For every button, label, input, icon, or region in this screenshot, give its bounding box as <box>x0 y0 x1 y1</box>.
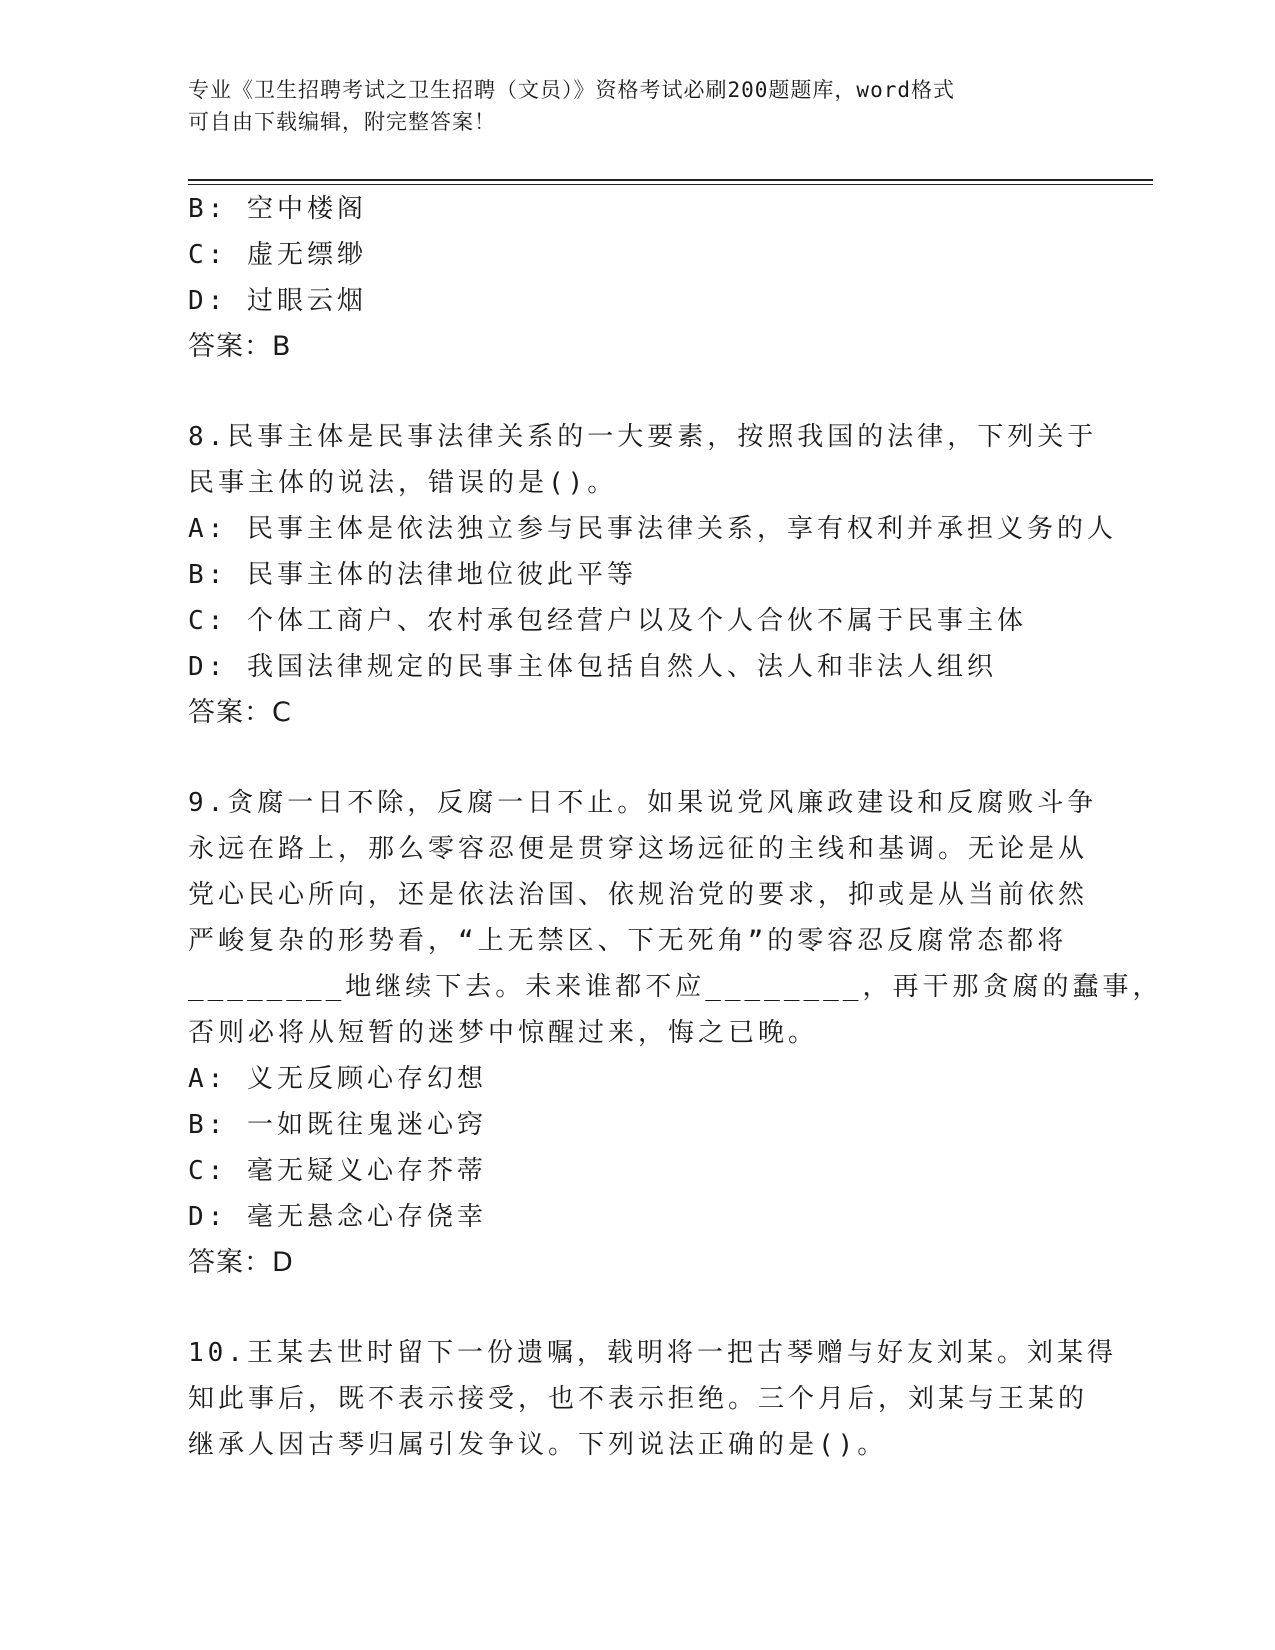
stem-line: 严峻复杂的形势看，“上无禁区、下无死角”的零容忍反腐常态都将 <box>188 926 1068 956</box>
stem-line: 10.王某去世时留下一份遗嘱，载明将一把古琴赠与好友刘某。刘某得 <box>188 1338 1117 1368</box>
option-b: B: 空中楼阁 <box>188 194 367 224</box>
answer: 答案：C <box>188 697 292 728</box>
header-line-2: 可自由下载编辑，附完整答案！ <box>188 110 496 134</box>
option-b: B: 一如既往鬼迷心窍 <box>188 1110 487 1140</box>
spacer <box>188 1286 1088 1330</box>
question-8 <box>188 414 1117 736</box>
stem-line: 党心民心所向，还是依法治国、依规治党的要求，抑或是从当前依然 <box>188 880 1089 910</box>
stem-line: ________地继续下去。未来谁都不应________，再干那贪腐的蠢事， <box>188 972 1163 1002</box>
question-stem <box>188 414 1098 506</box>
page-content <box>188 186 1163 1468</box>
option-d: D: 过眼云烟 <box>188 286 367 316</box>
header-divider-thin <box>188 184 1153 185</box>
spacer <box>188 736 1088 780</box>
spacer <box>188 370 1088 414</box>
answer: 答案：B <box>188 331 292 362</box>
option-a: A: 义无反顾心存幻想 <box>188 1064 487 1094</box>
stem-line: 8.民事主体是民事法律关系的一大要素，按照我国的法律，下列关于 <box>188 422 1098 452</box>
question-7-tail <box>188 186 1088 370</box>
option-a: A: 民事主体是依法独立参与民事法律关系，享有权利并承担义务的人 <box>188 514 1117 544</box>
stem-line: 知此事后，既不表示接受，也不表示拒绝。三个月后，刘某与王某的 <box>188 1384 1089 1414</box>
answer: 答案：D <box>188 1247 294 1278</box>
option-b: B: 民事主体的法律地位彼此平等 <box>188 560 637 590</box>
question-10 <box>188 1330 1117 1468</box>
option-d: D: 毫无悬念心存侥幸 <box>188 1202 487 1232</box>
header-divider-thick <box>188 179 1153 181</box>
option-d: D: 我国法律规定的民事主体包括自然人、法人和非法人组织 <box>188 652 997 682</box>
question-stem <box>188 780 1163 1056</box>
stem-line: 永远在路上，那么零容忍便是贯穿这场远征的主线和基调。无论是从 <box>188 834 1089 864</box>
question-9 <box>188 780 1163 1286</box>
header-line-1: 专业《卫生招聘考试之卫生招聘（文员）》资格考试必刷200题题库，word格式 <box>188 78 955 102</box>
stem-line: 否则必将从短暂的迷梦中惊醒过来，悔之已晚。 <box>188 1018 819 1048</box>
option-c: C: 个体工商户、农村承包经营户以及个人合伙不属于民事主体 <box>188 606 1027 636</box>
option-c: C: 虚无缥缈 <box>188 240 367 270</box>
stem-line: 9.贪腐一日不除，反腐一日不止。如果说党风廉政建设和反腐败斗争 <box>188 788 1098 818</box>
option-c: C: 毫无疑义心存芥蒂 <box>188 1156 487 1186</box>
stem-line: 民事主体的说法，错误的是()。 <box>188 468 618 498</box>
stem-line: 继承人因古琴归属引发争议。下列说法正确的是()。 <box>188 1430 888 1460</box>
question-stem <box>188 1330 1117 1468</box>
document-header <box>188 74 1088 138</box>
